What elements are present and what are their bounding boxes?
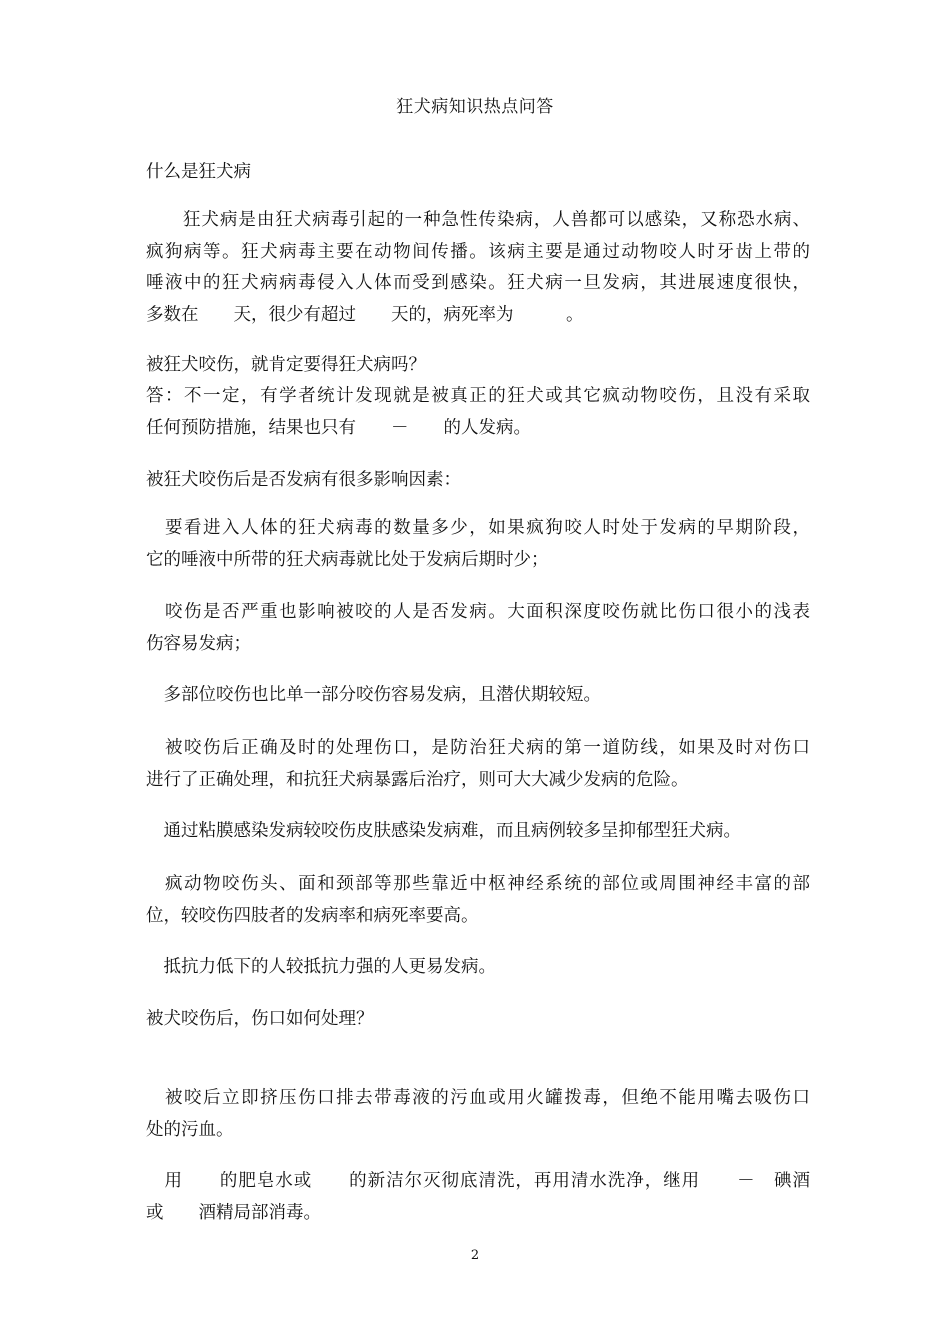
text-line: 疯动物咬伤头、面和颈部等那些靠近中枢神经系统的部位或周围神经丰富的部: [146, 874, 810, 894]
text-line: 答：不一定，有学者统计发现就是被真正的狂犬或其它疯动物咬伤，且没有采取: [146, 386, 810, 406]
paragraph-wound-care-squeeze: [146, 1083, 810, 1146]
text-line: 多部位咬伤也比单一部分咬伤容易发病，且潜伏期较短。: [146, 685, 601, 705]
paragraph-factor-bite-location: [146, 869, 810, 932]
paragraph-wound-care-wash: [146, 1166, 810, 1229]
text-line: 它的唾液中所带的狂犬病毒就比处于发病后期时少；: [146, 549, 549, 570]
text-line: 进行了正确处理，和抗狂犬病暴露后治疗，则可大大减少发病的危险。: [146, 769, 689, 790]
document-title: 狂犬病知识热点问答: [396, 97, 554, 117]
page-number: 2: [470, 1248, 480, 1263]
text-line: 被咬后立即挤压伤口排去带毒液的污血或用火罐拨毒，但绝不能用嘴去吸伤口: [146, 1088, 810, 1108]
paragraph-factor-immunity: [146, 952, 810, 984]
paragraph-factor-wound-treatment: [146, 733, 810, 796]
text-line: 被咬伤后正确及时的处理伤口，是防治狂犬病的第一道防线，如果及时对伤口: [146, 738, 810, 758]
text-line: 狂犬病是由狂犬病毒引起的一种急性传染病，人兽都可以感染，又称恐水病、: [146, 210, 810, 230]
text-line: 通过粘膜感染发病较咬伤皮肤感染发病难，而且病例较多呈抑郁型狂犬病。: [146, 821, 741, 841]
text-line: 或 酒精局部消毒。: [146, 1202, 321, 1223]
paragraph-factor-virus-amount: [146, 513, 810, 576]
text-line: 位，较咬伤四肢者的发病率和病死率要高。: [146, 905, 479, 926]
paragraph-factor-mucosa: [146, 816, 810, 848]
text-line: 处的污血。: [146, 1119, 234, 1140]
text-line: 要看进入人体的狂犬病毒的数量多少，如果疯狗咬人时处于发病的早期阶段，: [146, 518, 810, 538]
text-line: 伤容易发病；: [146, 633, 251, 654]
paragraph-factor-bite-severity: [146, 597, 810, 660]
section-heading-what-is-rabies: 什么是狂犬病: [146, 162, 251, 182]
section-heading-influencing-factors: 被狂犬咬伤后是否发病有很多影响因素：: [146, 470, 461, 490]
section-heading-wound-care: 被犬咬伤后，伤口如何处理？: [146, 1009, 374, 1029]
paragraph-factor-multiple-sites: [146, 680, 810, 712]
text-line: 多数在 天，很少有超过 天的，病死率为 。: [146, 304, 584, 325]
paragraph-bitten-answer: [146, 381, 810, 444]
text-line: 抵抗力低下的人较抵抗力强的人更易发病。: [146, 957, 496, 977]
paragraph-rabies-definition: [146, 205, 810, 331]
text-line: 唾液中的狂犬病病毒侵入人体而受到感染。狂犬病一旦发病，其进展速度很快，: [146, 273, 810, 293]
section-heading-bitten-question: 被狂犬咬伤，就肯定要得狂犬病吗？: [146, 355, 426, 375]
text-line: 咬伤是否严重也影响被咬的人是否发病。大面积深度咬伤就比伤口很小的浅表: [146, 602, 810, 622]
text-line: 任何预防措施，结果也只有 － 的人发病。: [146, 417, 531, 438]
text-line: 用 的肥皂水或 的新洁尔灭彻底清洗，再用清水洗净，继用 － 碘酒: [146, 1171, 810, 1191]
text-line: 疯狗病等。狂犬病毒主要在动物间传播。该病主要是通过动物咬人时牙齿上带的: [146, 241, 810, 262]
